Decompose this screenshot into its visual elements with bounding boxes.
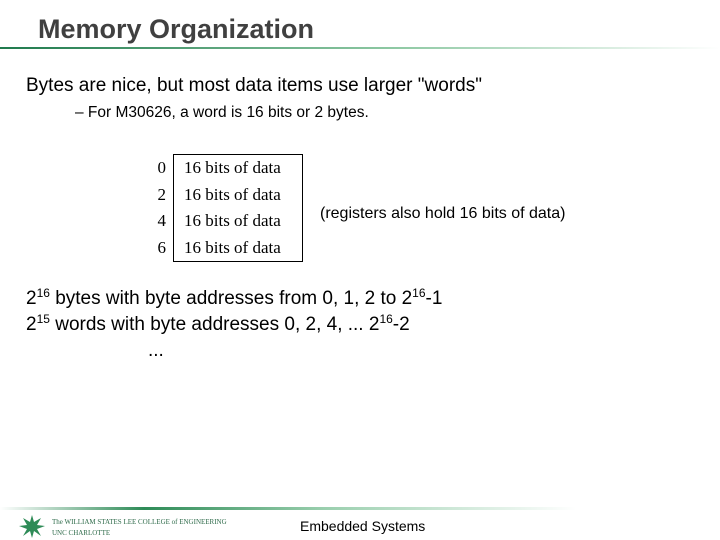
logo-text-line1: The WILLIAM STATES LEE COLLEGE of ENGINEERING [52,518,227,526]
address-2: 2 [157,184,166,204]
bytes-text: bytes with byte addresses from 0, 1, 2 to 2 [49,288,413,309]
words-line [26,314,410,336]
ellipsis-line: ... [148,340,164,361]
address-4: 4 [157,211,166,230]
exponent: 15 [36,312,50,326]
slide-title: Memory Organization [38,14,315,44]
memory-cell: 16 bits of data [184,211,281,230]
memory-addresses [152,155,166,261]
title-rule [0,47,720,59]
tail: -1 [425,288,443,309]
exponent: 16 [36,286,50,300]
bullet-sub: – For M30626, a word is 16 bits or 2 bytes. [75,104,369,121]
tail: -2 [392,314,410,335]
footer-rule [0,507,720,511]
register-note: (registers also hold 16 bits of data) [320,205,566,222]
memory-table [173,154,303,262]
base: 2 [26,288,37,309]
address-6: 6 [157,237,166,257]
address-0: 0 [157,158,166,177]
footer-course: Embedded Systems [300,518,426,534]
memory-cell: 16 bits of data [184,184,281,204]
bullet-main: Bytes are nice, but most data items use larger "words" [26,75,482,96]
base: 2 [26,314,37,335]
bytes-line [26,288,442,310]
exponent: 16 [412,286,426,300]
exponent: 16 [379,312,393,326]
college-logo [10,512,250,540]
words-text: words with byte addresses 0, 2, 4, ... 2 [49,314,380,335]
memory-cell: 16 bits of data [184,237,281,257]
logo-text-line2: UNC CHARLOTTE [52,529,111,537]
memory-cell: 16 bits of data [184,158,281,177]
